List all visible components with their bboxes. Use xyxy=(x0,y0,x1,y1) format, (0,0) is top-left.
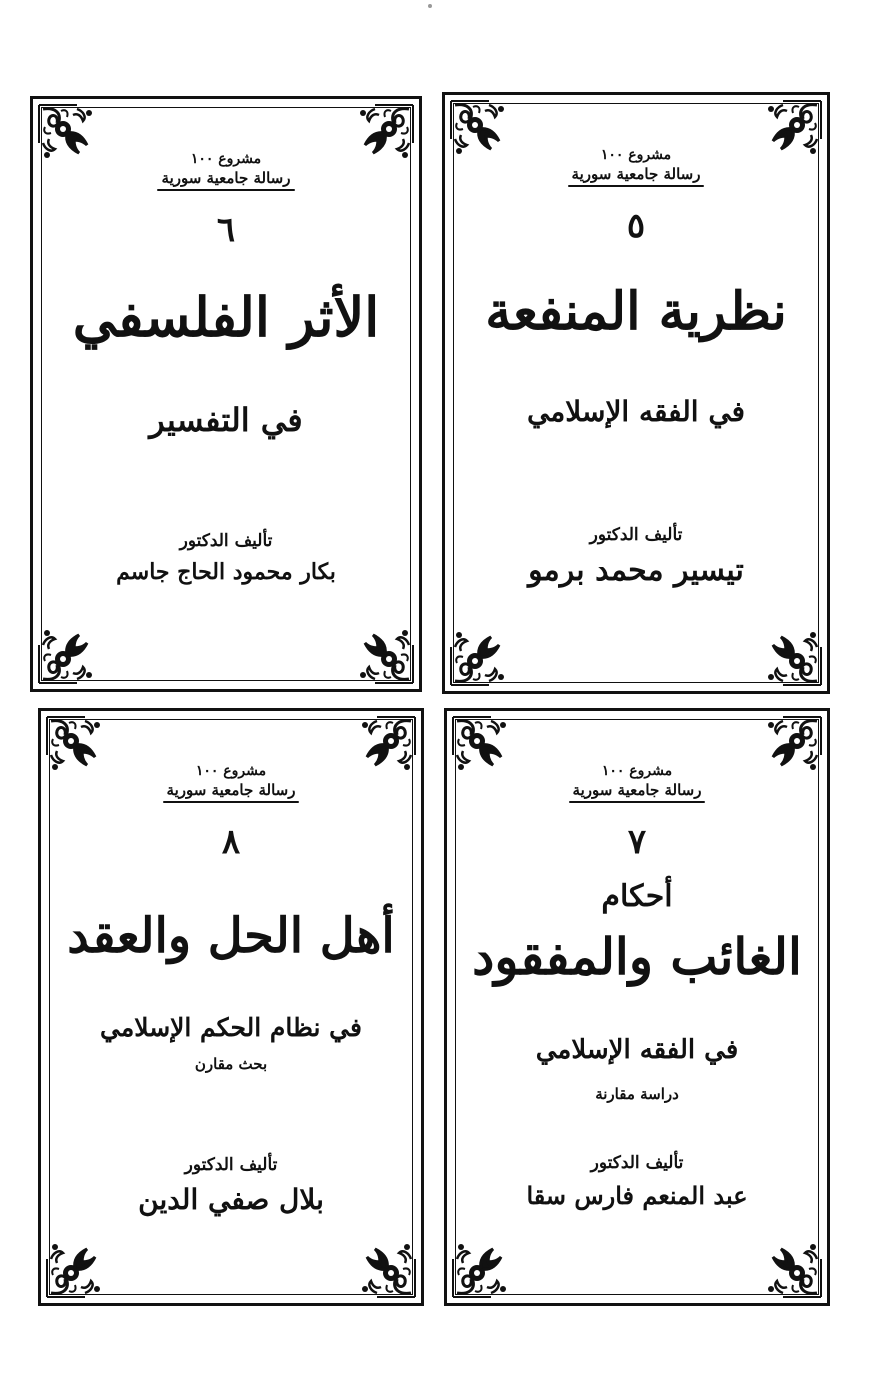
book-subtitle: في الفقه الإسلامي xyxy=(526,395,746,428)
book-subtitle: في نظام الحكم الإسلامي xyxy=(100,1013,362,1042)
book-subtitle: في التفسير xyxy=(149,401,303,439)
author-label: تأليف الدكتور xyxy=(184,1155,278,1175)
book-cover-5 xyxy=(442,92,830,694)
book-number: ٥ xyxy=(626,206,646,246)
book-cover-6 xyxy=(30,96,422,692)
book-title: الأثر الفلسفي xyxy=(72,285,380,349)
series-label: رسالة جامعية سورية xyxy=(166,781,296,799)
book-note: بحث مقارن xyxy=(194,1055,268,1073)
author-name: عبد المنعم فارس سقا xyxy=(526,1181,748,1210)
series-underline xyxy=(569,801,705,803)
project-label: مشروع ١٠٠ xyxy=(195,763,267,779)
cover-content xyxy=(61,751,401,1263)
cover-content xyxy=(467,751,807,1263)
project-label: مشروع ١٠٠ xyxy=(601,763,673,779)
book-subtitle: في الفقه الإسلامي xyxy=(535,1035,739,1065)
series-label: رسالة جامعية سورية xyxy=(571,165,701,183)
book-number: ٧ xyxy=(627,822,647,862)
series-underline xyxy=(157,189,295,191)
author-name: تيسير محمد برمو xyxy=(528,553,744,588)
book-title: نظرية المنفعة xyxy=(485,281,787,342)
series-label: رسالة جامعية سورية xyxy=(572,781,702,799)
series-underline xyxy=(163,801,299,803)
book-cover-8 xyxy=(38,708,424,1306)
series-label: رسالة جامعية سورية xyxy=(161,169,291,187)
book-cover-7 xyxy=(444,708,830,1306)
book-pretitle: أحكام xyxy=(601,879,673,914)
author-label: تأليف الدكتور xyxy=(590,1153,684,1173)
book-title: أهل الحل والعقد xyxy=(67,908,395,964)
project-label: مشروع ١٠٠ xyxy=(190,151,262,167)
book-number: ٨ xyxy=(221,822,241,862)
page-dot xyxy=(428,4,432,8)
cover-content xyxy=(53,139,399,649)
book-note: دراسة مقارنة xyxy=(595,1085,679,1103)
author-label: تأليف الدكتور xyxy=(179,531,273,551)
author-name: بكار محمود الحاج جاسم xyxy=(116,559,336,585)
cover-content xyxy=(465,135,807,651)
book-number: ٦ xyxy=(216,210,236,250)
project-label: مشروع ١٠٠ xyxy=(600,147,672,163)
book-title: الغائب والمفقود xyxy=(472,927,802,986)
series-underline xyxy=(568,185,705,187)
author-label: تأليف الدكتور xyxy=(589,525,683,545)
author-name: بلال صفي الدين xyxy=(138,1183,324,1216)
